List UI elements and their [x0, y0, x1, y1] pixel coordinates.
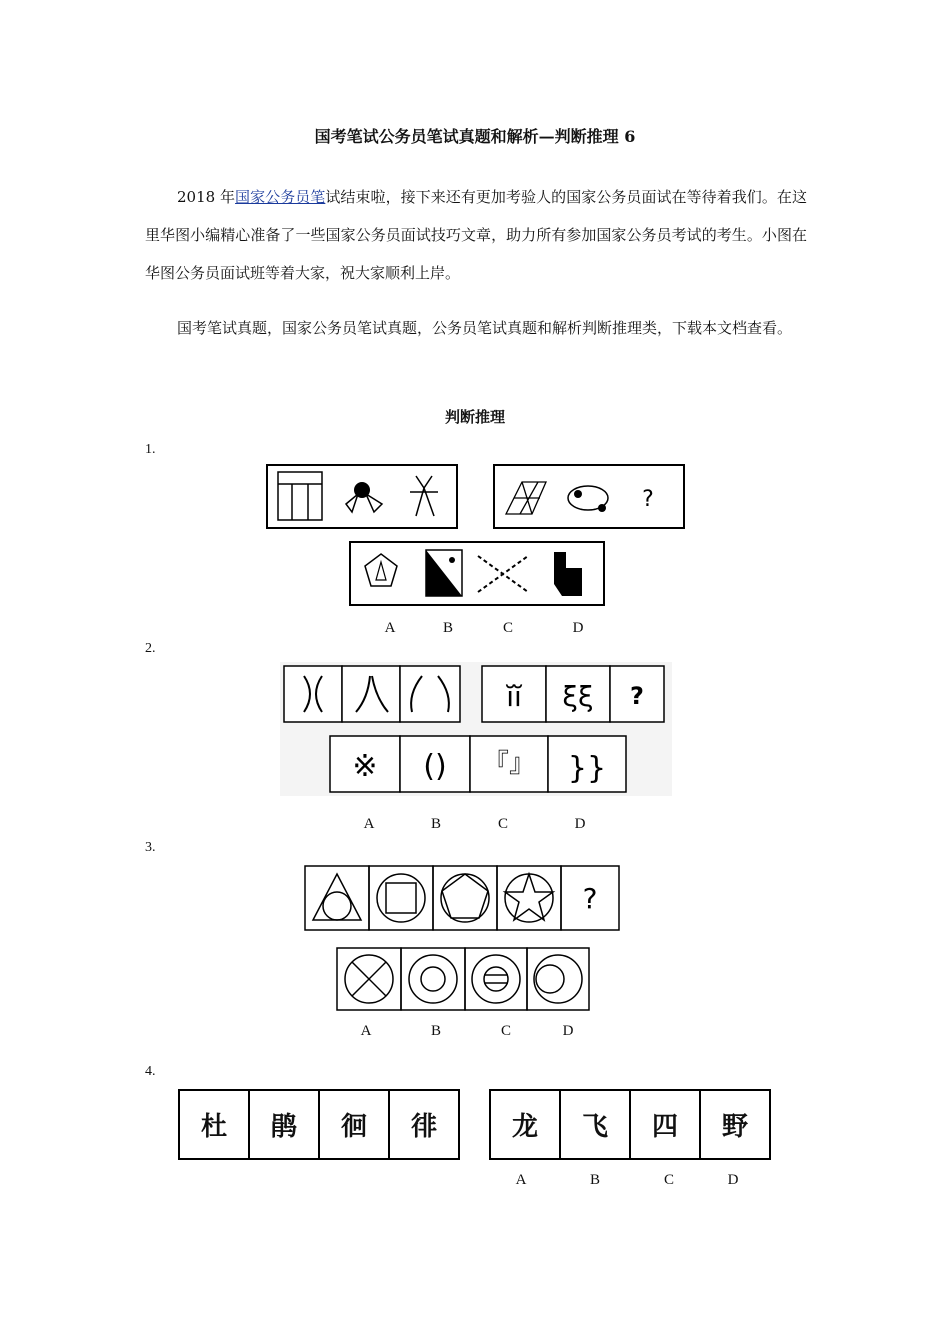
q1-option-c: C — [502, 620, 513, 636]
q3-question-mark: ? — [582, 882, 598, 915]
question-number-3: 3. — [145, 840, 156, 855]
second-paragraph: 国考笔试真题，国家公务员笔试真题，公务员笔试真题和解析判断推理类，下载本文档查看。 — [177, 319, 793, 337]
question-number-2: 2. — [145, 641, 156, 656]
question-number-4: 4. — [145, 1064, 156, 1079]
q1-option-b: B — [442, 620, 453, 636]
intro-paragraph — [145, 178, 807, 292]
q2-option-b: B — [430, 816, 441, 832]
q2-option-glyph-d: }} — [567, 751, 607, 786]
q1-figure — [266, 464, 686, 610]
q2-option-a: A — [363, 816, 375, 832]
q4-option-char-a: 龙 — [491, 1091, 561, 1158]
q4-stem-char-3: 徊 — [320, 1091, 390, 1158]
q4-option-b: B — [589, 1172, 600, 1188]
q4-option-char-d: 野 — [721, 1112, 748, 1142]
q4-option-char-b: 飞 — [561, 1091, 631, 1158]
q4-option-c: C — [663, 1172, 674, 1188]
q2-option-c: C — [497, 816, 508, 832]
question-number-1: 1. — [145, 442, 156, 457]
q3-option-b: B — [430, 1023, 441, 1039]
q3-option-c: C — [500, 1023, 511, 1039]
section-title: 判断推理 — [444, 408, 505, 426]
q1-option-a: A — [384, 620, 396, 636]
q2-option-glyph-a: ※ — [352, 749, 378, 784]
document-title: 国考笔试公务员笔试真题和解析—判断推理 6 — [314, 127, 636, 146]
q4-options-box — [489, 1089, 771, 1160]
q2-option-glyph-c: 『』 — [482, 749, 536, 779]
intro-prefix: 2018 年 — [177, 188, 236, 206]
q4-stem-char-2: 鹃 — [250, 1091, 320, 1158]
q3-figure — [303, 864, 623, 1014]
q2-question-mark: ? — [630, 682, 644, 710]
q2-option-glyph-b: () — [423, 749, 447, 784]
q4-stem-char-4: 徘 — [410, 1112, 437, 1142]
q2-option-d: D — [574, 816, 586, 832]
q2-glyph-2: ξξ — [562, 680, 594, 713]
q4-stem-box — [178, 1089, 460, 1160]
q3-option-d: D — [562, 1023, 574, 1039]
q1-option-d: D — [572, 620, 584, 636]
q4-option-a: A — [515, 1172, 527, 1188]
q2-figure — [280, 662, 672, 796]
intro-text: 试结束啦，接下来还有更加考验人的国家公务员面试在等待着我们。在这里华图小编精心准备了一些国家公务员面试技巧文章，助力所有参加国家公务员考试的考生。小图在华图公务员面试班等着大家，祝大家顺利上岸。 — [145, 188, 807, 282]
q4-option-d: D — [727, 1172, 739, 1188]
q4-stem-char-1: 杜 — [180, 1091, 250, 1158]
q1-question-mark: ? — [642, 487, 654, 512]
intro-link[interactable]: 国家公务员笔 — [235, 188, 326, 206]
q3-option-a: A — [360, 1023, 372, 1039]
q2-glyph-1: ĭĭ — [506, 680, 522, 713]
q4-option-char-c: 四 — [631, 1091, 701, 1158]
